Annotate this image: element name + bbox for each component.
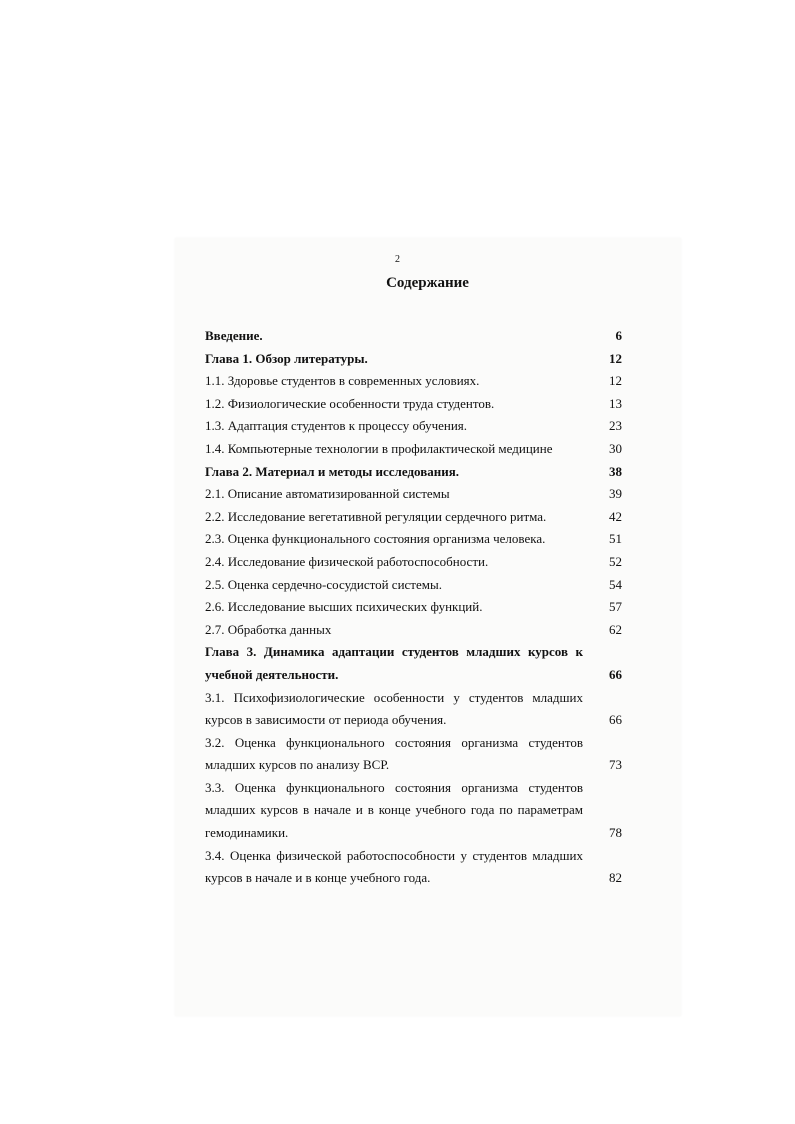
toc-entry-chapter-2 <box>205 461 622 484</box>
toc-entry-line: курсов в зависимости от периода обучения. <box>205 712 447 728</box>
toc-entry-page: 39 <box>609 486 622 502</box>
table-of-contents <box>205 325 622 890</box>
toc-entry-chapter-3 <box>205 641 622 686</box>
toc-entry-2-2 <box>205 506 622 529</box>
toc-entry-text <box>205 845 583 890</box>
toc-entry-page: 82 <box>609 870 622 886</box>
toc-entry-1-2 <box>205 393 622 416</box>
toc-entry-line: курсов в начале и в конце учебного года. <box>205 870 431 886</box>
toc-entry-line: учебной деятельности. <box>205 666 339 682</box>
toc-entry-page: 78 <box>609 825 622 841</box>
toc-entry-text: 1.2. Физиологические особенности труда студентов. <box>205 395 495 411</box>
toc-entry-1-4 <box>205 438 622 461</box>
toc-entry-3-2 <box>205 732 622 777</box>
toc-entry-page: 73 <box>609 757 622 773</box>
toc-entry-3-3 <box>205 777 622 845</box>
toc-entry-text <box>205 687 583 732</box>
toc-entry-page: 54 <box>609 576 622 592</box>
toc-entry-2-4 <box>205 551 622 574</box>
toc-entry-text: 2.7. Обработка данных <box>205 621 332 637</box>
toc-entry-text: 1.4. Компьютерные технологии в профилактической медицине <box>205 440 553 456</box>
toc-entry-text: 2.3. Оценка функционального состояния организма человека. <box>205 531 546 547</box>
toc-entry-page: 66 <box>609 666 622 682</box>
toc-entry-text: Глава 1. Обзор литературы. <box>205 350 368 366</box>
toc-entry-page: 13 <box>609 395 622 411</box>
toc-entry-page: 66 <box>609 712 622 728</box>
toc-entry-text: 2.1. Описание автоматизированной системы <box>205 486 450 502</box>
toc-entry-page: 38 <box>609 463 622 479</box>
toc-entry-page: 6 <box>615 328 622 343</box>
toc-entry-page: 30 <box>609 440 622 456</box>
toc-entry-text: Введение. <box>205 328 263 343</box>
toc-entry-page: 42 <box>609 508 622 524</box>
toc-entry-3-1 <box>205 687 622 732</box>
toc-entry-text: 1.3. Адаптация студентов к процессу обучения. <box>205 418 468 434</box>
toc-entry-page: 51 <box>609 531 622 547</box>
toc-entry-2-7 <box>205 619 622 642</box>
toc-entry-line: 3.4. Оценка физической работоспособности у студентов младших <box>205 847 583 863</box>
toc-entry-page: 12 <box>609 350 622 366</box>
toc-entry-line: гемодинамики. <box>205 825 289 841</box>
toc-entry-2-3 <box>205 528 622 551</box>
toc-entry-page: 12 <box>609 373 622 389</box>
toc-entry-page: 57 <box>609 599 622 615</box>
toc-entry-1-1 <box>205 370 622 393</box>
toc-entry-2-6 <box>205 596 622 619</box>
toc-entry-text: 2.5. Оценка сердечно-сосудистой системы. <box>205 576 442 592</box>
toc-entry-1-3 <box>205 415 622 438</box>
toc-entry-text <box>205 732 583 777</box>
toc-entry-3-4 <box>205 845 622 890</box>
toc-entry-line: 3.1. Психофизиологические особенности у студентов младших <box>205 689 583 705</box>
page-number: 2 <box>395 254 400 265</box>
toc-entry-text: 2.2. Исследование вегетативной регуляции сердечного ритма. <box>205 508 547 524</box>
toc-entry-text <box>205 777 583 845</box>
toc-title: Содержание <box>386 275 469 291</box>
toc-entry-page: 52 <box>609 553 622 569</box>
toc-entry-text: 1.1. Здоровье студентов в современных условиях. <box>205 373 480 389</box>
toc-entry-2-1 <box>205 483 622 506</box>
toc-entry-line: Глава 3. Динамика адаптации студентов младших курсов к <box>205 644 583 660</box>
toc-entry-page: 23 <box>609 418 622 434</box>
toc-entry-line: 3.3. Оценка функционального состояния организма студентов <box>205 779 583 795</box>
toc-entry-text <box>205 641 583 686</box>
toc-entry-introduction <box>205 325 622 348</box>
toc-entry-line: младших курсов по анализу ВСР. <box>205 757 390 773</box>
toc-entry-chapter-1 <box>205 348 622 371</box>
toc-entry-line: младших курсов в начале и в конце учебного года по параметрам <box>205 802 583 818</box>
toc-entry-text: 2.4. Исследование физической работоспособности. <box>205 553 489 569</box>
toc-entry-page: 62 <box>609 621 622 637</box>
toc-entry-text: Глава 2. Материал и методы исследования. <box>205 463 459 479</box>
toc-entry-text: 2.6. Исследование высших психических функций. <box>205 599 483 615</box>
toc-entry-line: 3.2. Оценка функционального состояния организма студентов <box>205 734 583 750</box>
toc-entry-2-5 <box>205 574 622 597</box>
